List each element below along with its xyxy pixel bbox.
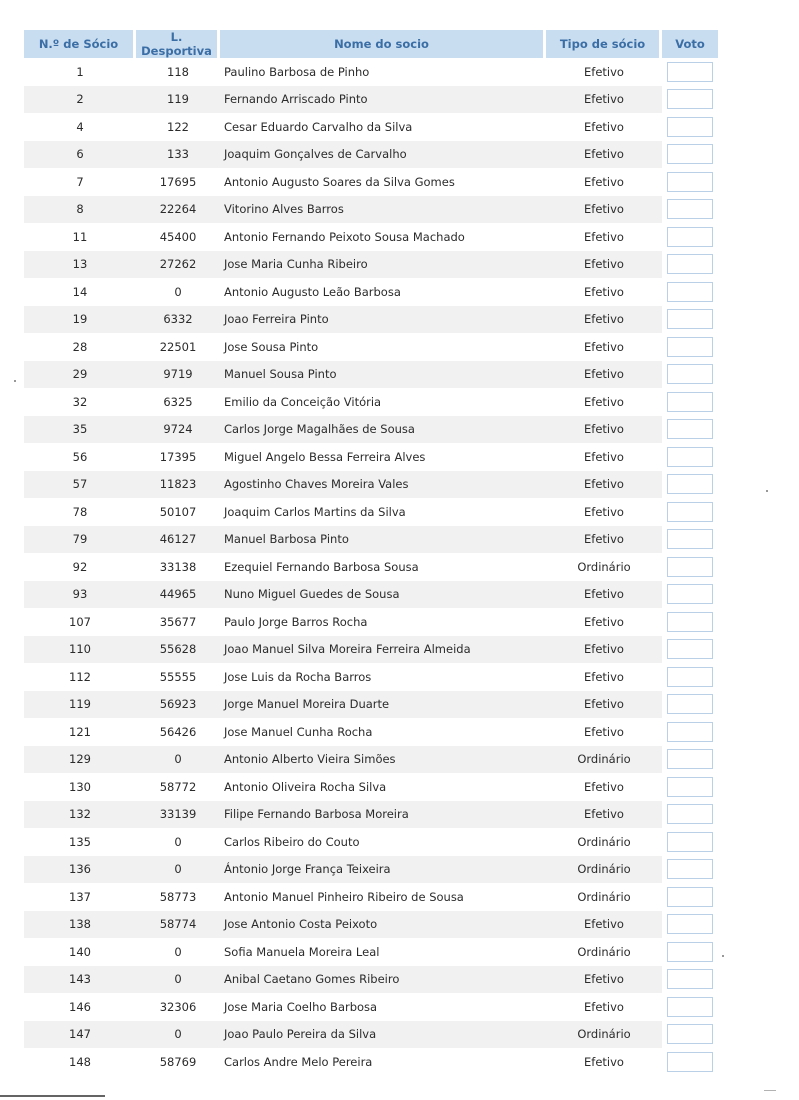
member-number-cell: 2 xyxy=(24,86,136,114)
member-number-cell: 121 xyxy=(69,724,91,739)
vote-checkbox[interactable] xyxy=(667,502,713,522)
table-row xyxy=(24,58,718,86)
member-type-cell: Efetivo xyxy=(584,999,624,1014)
sports-license-cell: 0 xyxy=(174,284,182,299)
vote-cell xyxy=(662,801,718,829)
table-row xyxy=(24,1048,718,1076)
member-name-cell: Anibal Caetano Gomes Ribeiro xyxy=(220,966,546,994)
table-row xyxy=(24,361,718,389)
member-type-cell: Efetivo xyxy=(546,141,662,169)
sports-license-cell: 0 xyxy=(174,834,182,849)
member-type-cell: Efetivo xyxy=(584,394,624,409)
member-number-cell: 119 xyxy=(24,691,136,719)
vote-cell xyxy=(662,196,718,224)
vote-checkbox[interactable] xyxy=(667,89,713,109)
vote-cell xyxy=(662,526,718,554)
vote-cell xyxy=(662,966,718,994)
sports-license-cell: 27262 xyxy=(136,251,220,279)
member-type-cell: Efetivo xyxy=(584,1054,624,1069)
table-row xyxy=(24,608,718,636)
vote-cell xyxy=(662,86,718,114)
scan-edge-mark xyxy=(764,1090,776,1091)
sports-license-cell: 22501 xyxy=(159,339,197,354)
member-name-cell: Paulo Jorge Barros Rocha xyxy=(224,614,368,629)
table-row xyxy=(24,388,718,416)
sports-license-cell: 56426 xyxy=(159,724,197,739)
member-type-cell: Efetivo xyxy=(546,581,662,609)
member-type-cell: Efetivo xyxy=(584,614,624,629)
table-row xyxy=(24,196,718,224)
member-name-cell: Jose Maria Coelho Barbosa xyxy=(224,999,378,1014)
sports-license-cell: 32306 xyxy=(159,999,197,1014)
table-row xyxy=(24,773,718,801)
vote-checkbox[interactable] xyxy=(667,639,713,659)
sports-license-cell: 0 xyxy=(136,966,220,994)
member-type-cell: Efetivo xyxy=(546,416,662,444)
member-type-cell: Efetivo xyxy=(584,174,624,189)
table-row xyxy=(24,86,718,114)
vote-cell xyxy=(662,416,718,444)
member-number-cell: 130 xyxy=(69,779,91,794)
sports-license-cell: 55628 xyxy=(136,636,220,664)
member-number-cell: 29 xyxy=(24,361,136,389)
member-number-cell: 129 xyxy=(24,746,136,774)
vote-cell xyxy=(662,553,718,581)
member-number-cell: 112 xyxy=(69,669,91,684)
member-type-cell: Ordinário xyxy=(577,889,631,904)
table-row xyxy=(24,333,718,361)
member-name-cell: Joaquim Carlos Martins da Silva xyxy=(224,504,406,519)
member-name-cell: Jose Sousa Pinto xyxy=(224,339,319,354)
member-name-cell: Joao Manuel Silva Moreira Ferreira Almeida xyxy=(220,636,546,664)
sports-license-cell: 45400 xyxy=(159,229,197,244)
table-row xyxy=(24,416,718,444)
sports-license-cell: 122 xyxy=(167,119,189,134)
vote-checkbox[interactable] xyxy=(667,749,713,769)
member-number-cell: 147 xyxy=(24,1021,136,1049)
member-number-cell: 6 xyxy=(24,141,136,169)
sports-license-cell: 58773 xyxy=(159,889,197,904)
vote-checkbox[interactable] xyxy=(667,1024,713,1044)
vote-checkbox[interactable] xyxy=(667,529,713,549)
member-type-cell: Efetivo xyxy=(546,361,662,389)
member-name-cell: Agostinho Chaves Moreira Vales xyxy=(220,471,546,499)
vote-checkbox[interactable] xyxy=(667,282,713,302)
vote-cell xyxy=(662,856,718,884)
member-name-cell: Fernando Arriscado Pinto xyxy=(220,86,546,114)
member-number-cell: 135 xyxy=(69,834,91,849)
table-row xyxy=(24,251,718,279)
sports-license-cell: 22264 xyxy=(136,196,220,224)
member-type-cell: Efetivo xyxy=(584,724,624,739)
member-name-cell: Paulino Barbosa de Pinho xyxy=(224,64,370,79)
member-name-cell: Antonio Augusto Soares da Silva Gomes xyxy=(224,174,455,189)
member-name-cell: Jorge Manuel Moreira Duarte xyxy=(220,691,546,719)
table-row xyxy=(24,883,718,911)
vote-cell xyxy=(662,1048,718,1076)
member-type-cell: Ordinário xyxy=(577,944,631,959)
vote-cell xyxy=(662,746,718,774)
member-type-cell: Ordinário xyxy=(577,834,631,849)
vote-checkbox[interactable] xyxy=(667,199,713,219)
table-row xyxy=(24,553,718,581)
table-row xyxy=(24,966,718,994)
member-number-cell: 28 xyxy=(72,339,88,354)
vote-cell xyxy=(662,883,718,911)
sports-license-cell: 44965 xyxy=(136,581,220,609)
member-number-cell: 110 xyxy=(24,636,136,664)
member-number-cell: 19 xyxy=(24,306,136,334)
member-number-cell: 136 xyxy=(24,856,136,884)
table-header xyxy=(24,30,718,58)
table-row xyxy=(24,1021,718,1049)
vote-checkbox[interactable] xyxy=(667,859,713,879)
sports-license-cell: 9719 xyxy=(136,361,220,389)
member-type-cell: Efetivo xyxy=(584,449,624,464)
table-row xyxy=(24,938,718,966)
member-type-cell: Efetivo xyxy=(546,471,662,499)
member-type-cell: Efetivo xyxy=(584,339,624,354)
member-number-cell: 4 xyxy=(76,119,84,134)
member-number-cell: 32 xyxy=(72,394,88,409)
vote-cell xyxy=(662,388,718,416)
table-row xyxy=(24,113,718,141)
member-type-cell: Efetivo xyxy=(584,119,624,134)
vote-cell xyxy=(662,718,718,746)
member-name-cell: Jose Luis da Rocha Barros xyxy=(224,669,372,684)
member-name-cell: Ezequiel Fernando Barbosa Sousa xyxy=(224,559,419,574)
vote-cell xyxy=(662,443,718,471)
table-row xyxy=(24,911,718,939)
member-type-cell: Efetivo xyxy=(584,779,624,794)
vote-checkbox[interactable] xyxy=(667,364,713,384)
member-name-cell: Antonio Fernando Peixoto Sousa Machado xyxy=(224,229,465,244)
vote-cell xyxy=(662,993,718,1021)
member-name-cell: Carlos Jorge Magalhães de Sousa xyxy=(220,416,546,444)
sports-license-cell: 9724 xyxy=(136,416,220,444)
member-name-cell: Joao Ferreira Pinto xyxy=(220,306,546,334)
member-name-cell: Manuel Sousa Pinto xyxy=(220,361,546,389)
member-name-cell: Vitorino Alves Barros xyxy=(220,196,546,224)
vote-cell xyxy=(662,141,718,169)
member-number-cell: 93 xyxy=(24,581,136,609)
member-type-cell: Efetivo xyxy=(546,526,662,554)
member-number-cell: 57 xyxy=(24,471,136,499)
sports-license-cell: 17395 xyxy=(159,449,197,464)
sports-license-cell: 33138 xyxy=(159,559,197,574)
vote-checkbox[interactable] xyxy=(667,584,713,604)
vote-checkbox[interactable] xyxy=(667,694,713,714)
vote-cell xyxy=(662,911,718,939)
member-type-cell: Efetivo xyxy=(584,229,624,244)
member-type-cell: Efetivo xyxy=(546,251,662,279)
member-name-cell: Carlos Ribeiro do Couto xyxy=(224,834,360,849)
vote-cell xyxy=(662,581,718,609)
header-row xyxy=(24,30,718,58)
member-number-cell: 132 xyxy=(24,801,136,829)
scan-edge-mark xyxy=(0,1095,105,1097)
vote-checkbox[interactable] xyxy=(667,227,713,247)
member-number-cell: 143 xyxy=(24,966,136,994)
sports-license-cell: 6332 xyxy=(136,306,220,334)
table-row xyxy=(24,581,718,609)
table-row xyxy=(24,443,718,471)
member-name-cell: Nuno Miguel Guedes de Sousa xyxy=(220,581,546,609)
member-number-cell: 140 xyxy=(69,944,91,959)
member-name-cell: Jose Maria Cunha Ribeiro xyxy=(220,251,546,279)
member-number-cell: 92 xyxy=(72,559,88,574)
table-row xyxy=(24,471,718,499)
member-name-cell: Antonio Augusto Leão Barbosa xyxy=(224,284,401,299)
vote-cell xyxy=(662,691,718,719)
member-name-cell: Jose Manuel Cunha Rocha xyxy=(224,724,373,739)
sports-license-cell: 55555 xyxy=(159,669,197,684)
sports-license-cell: 119 xyxy=(136,86,220,114)
vote-checkbox[interactable] xyxy=(667,419,713,439)
member-name-cell: Emilio da Conceição Vitória xyxy=(224,394,382,409)
table-body xyxy=(24,58,718,1076)
vote-cell xyxy=(662,636,718,664)
member-type-cell: Efetivo xyxy=(584,669,624,684)
table-row xyxy=(24,993,718,1021)
vote-checkbox[interactable] xyxy=(667,392,713,412)
member-name-cell: Manuel Barbosa Pinto xyxy=(220,526,546,554)
table-row xyxy=(24,526,718,554)
vote-checkbox[interactable] xyxy=(667,117,713,137)
table-row xyxy=(24,663,718,691)
sports-license-cell: 33139 xyxy=(136,801,220,829)
sports-license-cell: 133 xyxy=(136,141,220,169)
table-row xyxy=(24,801,718,829)
member-type-cell: Efetivo xyxy=(584,284,624,299)
vote-cell xyxy=(662,828,718,856)
vote-cell xyxy=(662,168,718,196)
vote-checkbox[interactable] xyxy=(667,667,713,687)
table-row xyxy=(24,306,718,334)
vote-checkbox[interactable] xyxy=(667,832,713,852)
vote-checkbox[interactable] xyxy=(667,612,713,632)
sports-license-cell: 0 xyxy=(136,746,220,774)
vote-checkbox[interactable] xyxy=(667,254,713,274)
vote-checkbox[interactable] xyxy=(667,777,713,797)
table-row xyxy=(24,856,718,884)
member-type-cell: Ordinário xyxy=(546,746,662,774)
header-member-number: N.º de Sócio xyxy=(24,30,136,58)
member-type-cell: Efetivo xyxy=(546,306,662,334)
vote-cell xyxy=(662,278,718,306)
vote-checkbox[interactable] xyxy=(667,62,713,82)
member-name-cell: Carlos Andre Melo Pereira xyxy=(224,1054,373,1069)
vote-cell xyxy=(662,333,718,361)
vote-checkbox[interactable] xyxy=(667,447,713,467)
vote-cell xyxy=(662,58,718,86)
member-type-cell: Efetivo xyxy=(546,966,662,994)
vote-cell xyxy=(662,1021,718,1049)
member-number-cell: 56 xyxy=(72,449,88,464)
sports-license-cell: 118 xyxy=(167,64,189,79)
member-number-cell: 138 xyxy=(24,911,136,939)
vote-cell xyxy=(662,251,718,279)
member-name-cell: Joao Paulo Pereira da Silva xyxy=(220,1021,546,1049)
member-type-cell: Ordinário xyxy=(577,559,631,574)
vote-checkbox[interactable] xyxy=(667,722,713,742)
vote-cell xyxy=(662,608,718,636)
member-number-cell: 146 xyxy=(69,999,91,1014)
table-row xyxy=(24,141,718,169)
vote-checkbox[interactable] xyxy=(667,914,713,934)
header-member-name: Nome do socio xyxy=(220,30,546,58)
table-row xyxy=(24,278,718,306)
member-name-cell: Miguel Angelo Bessa Ferreira Alves xyxy=(224,449,426,464)
vote-cell xyxy=(662,223,718,251)
member-name-cell: Antonio Alberto Vieira Simões xyxy=(220,746,546,774)
table-row xyxy=(24,223,718,251)
vote-cell xyxy=(662,306,718,334)
vote-cell xyxy=(662,498,718,526)
member-name-cell: Jose Antonio Costa Peixoto xyxy=(220,911,546,939)
member-type-cell: Efetivo xyxy=(546,636,662,664)
vote-checkbox[interactable] xyxy=(667,804,713,824)
table-row xyxy=(24,498,718,526)
vote-cell xyxy=(662,938,718,966)
sports-license-cell: 56923 xyxy=(136,691,220,719)
table-row xyxy=(24,636,718,664)
sports-license-cell: 58772 xyxy=(159,779,197,794)
member-name-cell: Sofia Manuela Moreira Leal xyxy=(224,944,380,959)
member-number-cell: 11 xyxy=(72,229,88,244)
sports-license-cell: 17695 xyxy=(159,174,197,189)
members-table xyxy=(24,30,718,1076)
sports-license-cell: 46127 xyxy=(136,526,220,554)
table-row xyxy=(24,828,718,856)
vote-checkbox[interactable] xyxy=(667,887,713,907)
vote-checkbox[interactable] xyxy=(667,969,713,989)
sports-license-cell: 6325 xyxy=(163,394,193,409)
vote-checkbox[interactable] xyxy=(667,997,713,1017)
member-number-cell: 7 xyxy=(76,174,84,189)
member-number-cell: 79 xyxy=(24,526,136,554)
member-name-cell: Antonio Oliveira Rocha Silva xyxy=(224,779,387,794)
vote-cell xyxy=(662,773,718,801)
member-name-cell: Filipe Fernando Barbosa Moreira xyxy=(220,801,546,829)
vote-checkbox[interactable] xyxy=(667,1052,713,1072)
member-type-cell: Efetivo xyxy=(546,86,662,114)
member-type-cell: Efetivo xyxy=(584,64,624,79)
sports-license-cell: 35677 xyxy=(159,614,197,629)
sports-license-cell: 58774 xyxy=(136,911,220,939)
table-row xyxy=(24,691,718,719)
member-number-cell: 137 xyxy=(69,889,91,904)
scan-speck xyxy=(722,955,724,957)
member-type-cell: Ordinário xyxy=(546,856,662,884)
vote-checkbox[interactable] xyxy=(667,337,713,357)
header-vote: Voto xyxy=(662,30,718,58)
vote-cell xyxy=(662,471,718,499)
vote-checkbox[interactable] xyxy=(667,172,713,192)
vote-checkbox[interactable] xyxy=(667,474,713,494)
member-name-cell: Joaquim Gonçalves de Carvalho xyxy=(220,141,546,169)
sports-license-cell: 11823 xyxy=(136,471,220,499)
sports-license-cell: 0 xyxy=(136,856,220,884)
scan-speck xyxy=(14,380,16,382)
member-number-cell: 78 xyxy=(72,504,88,519)
member-number-cell: 1 xyxy=(76,64,84,79)
table-row xyxy=(24,718,718,746)
sports-license-cell: 50107 xyxy=(159,504,197,519)
member-type-cell: Efetivo xyxy=(546,911,662,939)
vote-checkbox[interactable] xyxy=(667,144,713,164)
header-sports-license: L. Desportiva xyxy=(136,30,220,58)
sports-license-cell: 0 xyxy=(174,944,182,959)
member-number-cell: 13 xyxy=(24,251,136,279)
sports-license-cell: 58769 xyxy=(159,1054,197,1069)
vote-cell xyxy=(662,113,718,141)
table-row xyxy=(24,168,718,196)
vote-cell xyxy=(662,361,718,389)
sports-license-cell: 0 xyxy=(136,1021,220,1049)
member-number-cell: 35 xyxy=(24,416,136,444)
member-number-cell: 8 xyxy=(24,196,136,224)
table-row xyxy=(24,746,718,774)
member-name-cell: Cesar Eduardo Carvalho da Silva xyxy=(224,119,413,134)
member-name-cell: Ántonio Jorge França Teixeira xyxy=(220,856,546,884)
vote-checkbox[interactable] xyxy=(667,942,713,962)
vote-checkbox[interactable] xyxy=(667,557,713,577)
header-member-type: Tipo de sócio xyxy=(546,30,662,58)
member-type-cell: Efetivo xyxy=(546,691,662,719)
member-number-cell: 107 xyxy=(69,614,91,629)
vote-checkbox[interactable] xyxy=(667,309,713,329)
vote-cell xyxy=(662,663,718,691)
member-type-cell: Efetivo xyxy=(546,801,662,829)
member-number-cell: 148 xyxy=(69,1054,91,1069)
scan-speck xyxy=(766,490,768,492)
member-number-cell: 14 xyxy=(72,284,88,299)
member-type-cell: Ordinário xyxy=(546,1021,662,1049)
member-name-cell: Antonio Manuel Pinheiro Ribeiro de Sousa xyxy=(224,889,464,904)
member-type-cell: Efetivo xyxy=(584,504,624,519)
member-type-cell: Efetivo xyxy=(546,196,662,224)
